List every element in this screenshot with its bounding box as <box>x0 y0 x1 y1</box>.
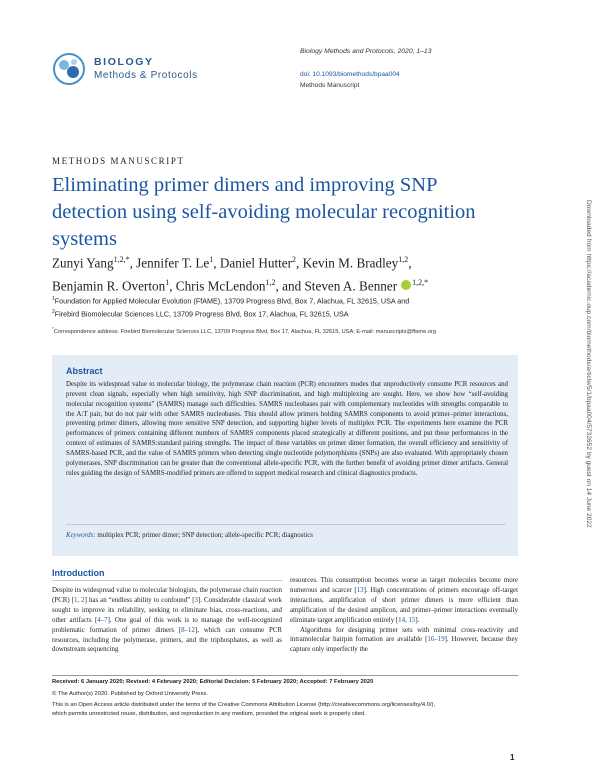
affiliation-text: Firebird Biomolecular Sciences LLC, 13709 Progress Blvd, Box 17, Alachua, FL 32615, USA <box>54 309 349 319</box>
text-run: ] has an “endless ability to confound” [ <box>84 596 195 604</box>
text-run: ]. <box>415 616 420 624</box>
author-name: Kevin M. Bradley <box>302 255 399 271</box>
page-number: 1 <box>510 753 515 762</box>
text-run: resources. This consumption becomes worse as target molecules become more numerous and scarcer [ <box>290 577 518 594</box>
author-list: Zunyi Yang$^{1,2,*}$, Jennifer T. Le$^1$, Daniel Hutter$^2$, Kevin M. Bradley$^{1,2}$, Benjamin R. Overton$^1$, Chris McLendon$^{1,2}$, and Steven A. Benner $^{1,2,*}$ <box>52 255 429 294</box>
author-name: Benjamin R. Overton <box>52 278 166 294</box>
citation-link[interactable]: 13 <box>356 586 364 594</box>
keywords-label: Keywords: <box>66 532 96 539</box>
citation-link[interactable]: 1, 2 <box>73 596 85 604</box>
author-name: Daniel Hutter <box>219 255 293 271</box>
journal-citation: Biology Methods and Protocols, 2020, 1–13 <box>300 48 432 55</box>
section-label: METHODS MANUSCRIPT <box>52 156 185 166</box>
license-line: This is an Open Access article distributed under the terms of the Creative Commons Attribution License (http://creativecommons.org/licenses/by/4.0/), <box>52 702 436 708</box>
author-name: Zunyi Yang <box>52 255 114 271</box>
text-run: ]. High concentrations of primers encourage off-target interactions, amplification of short primer dimers is more efficient than amplification of the desired amplicon, and primer–primer interactions eventually eliminate target amplification entirely [ <box>290 586 518 624</box>
citation-link[interactable]: 16–19 <box>427 636 445 644</box>
author-sup: 1,2,* <box>113 255 130 264</box>
paper-title: Eliminating primer dimers and improving SNP detection using self-avoiding molecular recognition systems <box>52 174 476 250</box>
citation-link[interactable]: 4–7 <box>97 616 108 624</box>
author-sup: 1,2 <box>265 278 276 288</box>
download-note: Downloaded from https://academic.oup.com/biomethods/article/5/1/bpaa004/5732652 by guest on 14 June 2022 <box>585 200 592 528</box>
journal-logo <box>52 52 202 86</box>
article-type: Methods Manuscript <box>300 82 360 89</box>
download-sidebar <box>580 200 594 760</box>
doi-link[interactable]: doi: 10.1093/biomethods/bpaa004 <box>300 71 400 78</box>
text-run: ], which can consume PCR resources, including the polymerase, primers, and the triphosphates, as well as downstream sequencing <box>52 626 283 654</box>
abstract-heading: Abstract <box>66 366 103 376</box>
orcid-icon[interactable] <box>401 280 411 290</box>
introduction-heading: Introduction <box>52 568 105 578</box>
text-run: ]. One goal of this work is to manage the well-recognized problematic formation of primer dimers [ <box>52 616 282 634</box>
affiliation-text: Foundation for Applied Molecular Evolution (FfAME), 13709 Progress Blvd, Box 7, Alachua, FL 32615, USA and <box>54 296 410 306</box>
affiliation-1 <box>52 296 532 305</box>
intro-column-2 <box>290 576 518 655</box>
text-run: Despite its widespread value to molecular biologists, the polymerase chain reaction (PCR) [ <box>52 587 282 604</box>
citation-link[interactable]: 14, 15 <box>398 616 416 624</box>
intro-column-1 <box>52 586 282 655</box>
keywords <box>66 532 506 539</box>
logo-text-biology: BIOLOGY <box>94 56 154 68</box>
footer-divider <box>52 675 518 676</box>
affiliation-2 <box>52 309 532 318</box>
keywords-text: multiplex PCR; primer dimer; SNP detection; allele-specific PCR; diagnostics <box>97 532 313 539</box>
abstract-text: Despite its widespread value to molecular biology, the polymerase chain reaction (PCR) encounters modes that unproductively consume PCR resources and prevent clean signals, especially when high sensitivity, high SNP discrimination, and high multiplexing are sought. Here, we show how “self-avoiding molecular recognition systems” (SAMRS) manage such difficulties. SAMRS nucleobases pair with complementary nucleotides with strengths comparable to the A:T pair, but do not pair with other SAMRS nucleobases. This should allow primers holding SAMRS components to avoid primer–primer interactions, preventing primer dimers, allowing more sensitive SNP detection, and supporting higher levels of multiplex PCR. The experiments here examine the PCR performances of primers containing different numbers of SAMRS components placed strategically at different positions, and put these performances in the context of estimates of SAMRS:standard pairing strengths. The impact of these variables on primer dimer formation, the overall efficiency and sensitivity of SAMRS-based PCR, and the value of SAMRS primers when detecting single nucleotide polymorphisms (SNPs) are also evaluated. With appropriately chosen polymerases, SNP discrimination can be greater than the conventional allele-specific PCR, with the further benefit of avoiding primer dimer artifacts. General rules guiding the design of SAMRS-modified primers are offered to support medical research and clinical diagnostics products. <box>66 381 508 477</box>
author-name: Chris McLendon <box>175 278 266 294</box>
introduction-divider <box>52 580 282 581</box>
author-sup: 2 <box>292 255 297 264</box>
author-sup: 1,2,* <box>412 278 429 288</box>
text-run: ]. Considerable classical work sought to improve its reliability, seeking to eliminate bias, cross-reactions, and other artifacts [ <box>52 596 282 624</box>
affiliation-sup: 1 <box>52 296 55 302</box>
correspondence-sup: * <box>52 326 54 331</box>
article-dates: Received: 6 January 2020; Revised: 4 February 2020; Editorial Decision: 5 February 2020; Accepted: 7 February 2020 <box>52 679 374 685</box>
author-sup: 1,2 <box>398 255 409 264</box>
paragraph <box>290 626 518 656</box>
correspondence-text: Correspondence address. Firebird Biomolecular Sciences LLC, 13709 Progress Blvd, Box 17, Alachua, FL 32615, USA; E-mail: manuscripts@ffame.org <box>53 328 437 335</box>
affiliation-sup: 2 <box>52 309 55 315</box>
abstract-divider <box>66 524 506 525</box>
license <box>52 701 522 719</box>
citation-link[interactable]: 3 <box>194 596 198 604</box>
text-run: Algorithms for designing primer sets with minimal cross-reactivity and intramolecular hairpin formation are available [ <box>290 626 518 644</box>
license-line: which permits unrestricted reuse, distribution, and reproduction in any medium, provided the original work is properly cited. <box>52 711 366 717</box>
author-sup: 1 <box>165 278 170 288</box>
logo-text-methods: Methods & Protocols <box>94 70 198 81</box>
journal-logo-icon <box>52 52 86 86</box>
author-name: Jennifer T. Le <box>136 255 210 271</box>
author-name: and Steven A. Benner <box>282 278 398 294</box>
author-sup: 1 <box>209 255 214 264</box>
text-run: ]. However, because they capture only imperfectly the <box>290 636 518 654</box>
correspondence <box>52 326 532 335</box>
copyright: © The Author(s) 2020. Published by Oxford University Press. <box>52 691 208 697</box>
citation-link[interactable]: 8–12 <box>181 626 195 634</box>
